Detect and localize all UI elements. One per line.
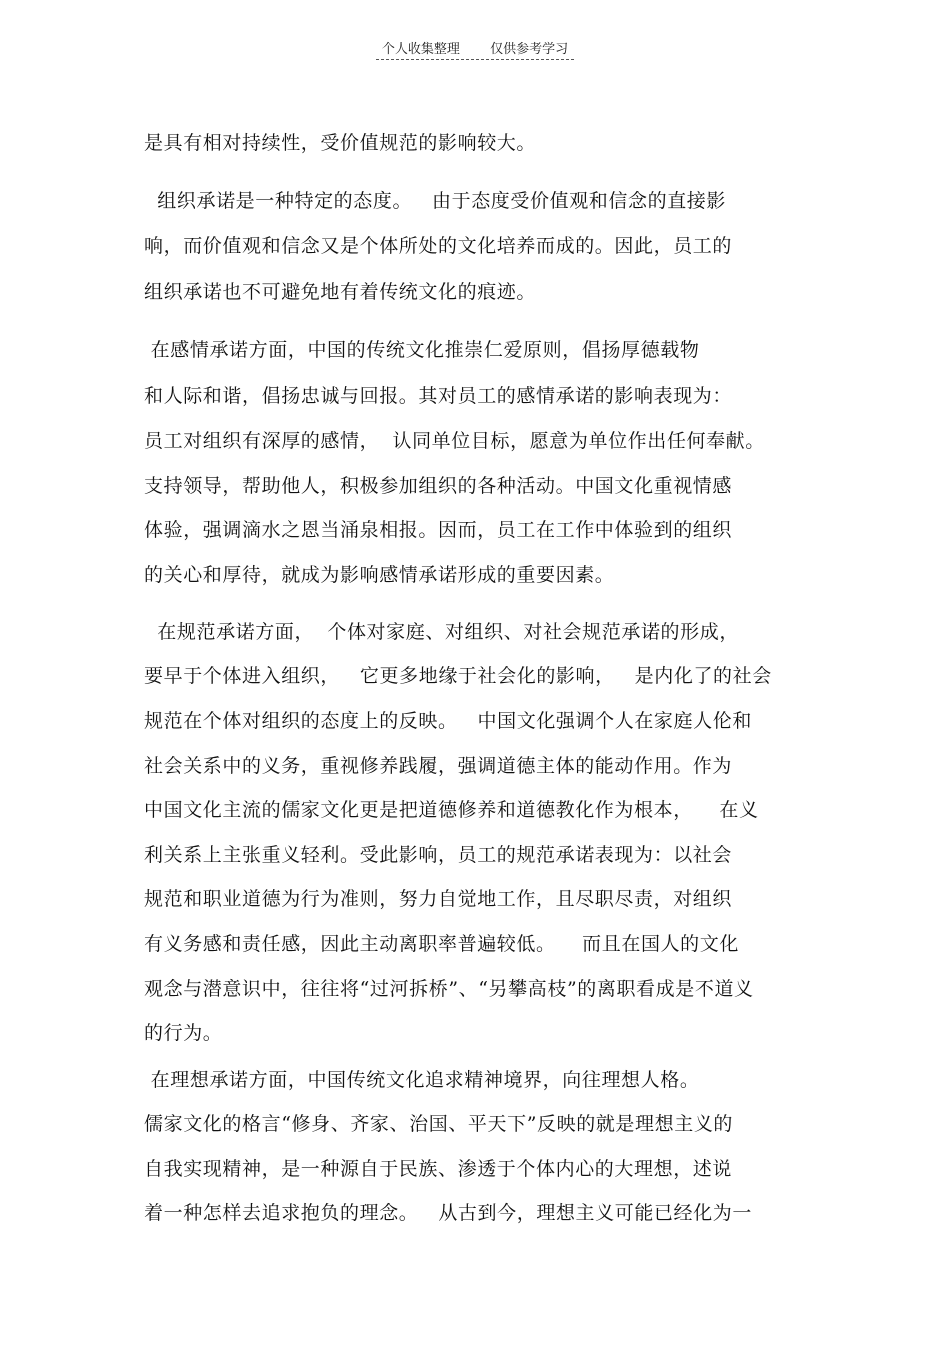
text-line: 有义务感和责任感，因此主动离职率普遍较低。 而且在国人的文化: [144, 933, 739, 955]
text-line: 观念与潜意识中，往往将“过河拆桥”、“另攀高枝”的离职看成是不道义: [144, 978, 754, 1000]
text-line: 要早于个体进入组织， 它更多地缘于社会化的影响， 是内化了的社会: [144, 665, 772, 687]
header-underline: [376, 38, 574, 60]
text-line: 中国文化主流的儒家文化更是把道德修养和道德教化作为根本， 在义: [144, 799, 759, 821]
text-line: 是具有相对持续性，受价值规范的影响较大。: [144, 132, 537, 154]
text-line: 自我实现精神，是一种源自于民族、渗透于个体内心的大理想，述说: [144, 1158, 733, 1180]
page-header: [0, 38, 950, 60]
header-left-text: 个人收集整理: [381, 42, 460, 57]
text-line: 和人际和谐，倡扬忠诚与回报。其对员工的感情承诺的影响表现为：: [144, 385, 733, 407]
text-line: 利关系上主张重义轻利。受此影响，员工的规范承诺表现为：以社会: [144, 844, 733, 866]
text-line: 组织承诺也不可避免地有着传统文化的痕迹。: [144, 281, 537, 303]
text-line: 员工对组织有深厚的感情， 认同单位目标，愿意为单位作出任何奉献。: [144, 430, 765, 452]
text-line: 的关心和厚待，就成为影响感情承诺形成的重要因素。: [144, 564, 615, 586]
text-line: 的行为。: [144, 1022, 223, 1044]
header-right-text: 仅供参考学习: [490, 42, 569, 57]
text-line: 支持领导，帮助他人，积极参加组织的各种活动。中国文化重视情感: [144, 475, 733, 497]
text-line: 体验，强调滴水之恩当涌泉相报。因而，员工在工作中体验到的组织: [144, 519, 733, 541]
text-line: 儒家文化的格言“修身、齐家、治国、平天下”反映的就是理想主义的: [144, 1113, 734, 1135]
text-line: 规范和职业道德为行为准则，努力自觉地工作，且尽职尽责，对组织: [144, 888, 733, 910]
text-line: 规范在个体对组织的态度上的反映。 中国文化强调个人在家庭人伦和: [144, 710, 752, 732]
text-line: 在规范承诺方面， 个体对家庭、对组织、对社会规范承诺的形成，: [144, 621, 739, 643]
text-line: 在感情承诺方面，中国的传统文化推崇仁爱原则，倡扬厚德载物: [144, 339, 700, 361]
text-line: 社会关系中的义务，重视修养践履，强调道德主体的能动作用。作为: [144, 755, 733, 777]
text-line: 组织承诺是一种特定的态度。 由于态度受价值观和信念的直接影: [144, 190, 726, 212]
text-line: 着一种怎样去追求抱负的理念。 从古到今，理想主义可能已经化为一: [144, 1202, 752, 1224]
text-line: 在理想承诺方面，中国传统文化追求精神境界，向往理想人格。: [144, 1069, 700, 1091]
text-line: 响，而价值观和信念又是个体所处的文化培养而成的。因此，员工的: [144, 235, 733, 257]
